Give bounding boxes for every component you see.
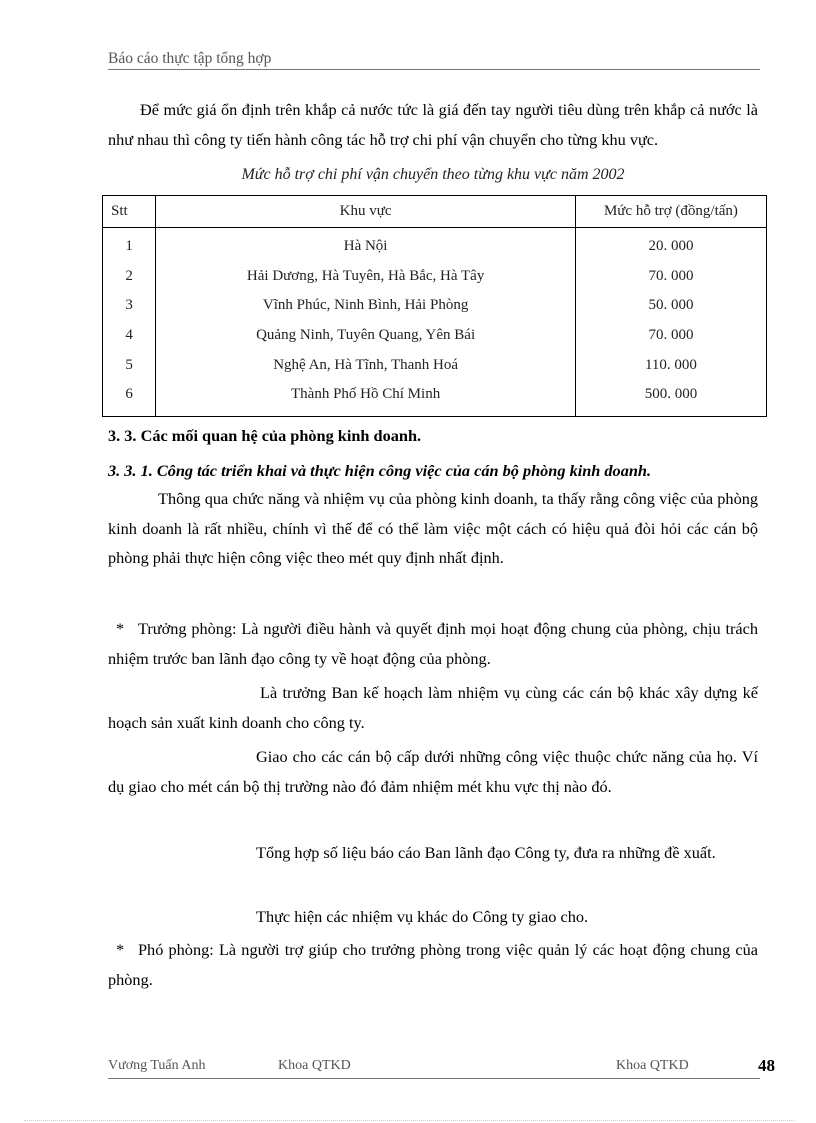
intro-paragraph: Để mức giá ổn định trên khắp cả nước tức là giá đến tay người tiêu dùng trên khắp cả nước là như nhau thì công ty tiến hành công tác hỗ trợ chi phí vận chuyển cho từng khu vực. — [108, 100, 758, 149]
cell-amount: 50. 000 — [575, 291, 766, 321]
paragraph-other-duties: Thực hiện các nhiệm vụ khác do Công ty giao cho. — [256, 907, 589, 926]
paragraph-deputy-head — [108, 935, 758, 994]
table-row — [103, 321, 767, 351]
subsection-heading: 3. 3. 1. Công tác triển khai và thực hiện công việc của cán bộ phòng kinh doanh. — [108, 461, 652, 480]
cell-amount: 70. 000 — [575, 321, 766, 351]
header-amount: Mức hỗ trợ (đồng/tấn) — [575, 196, 766, 228]
cell-amount: 500. 000 — [575, 380, 766, 416]
support-cost-table — [102, 195, 767, 417]
cell-area: Hải Dương, Hà Tuyên, Hà Bắc, Hà Tây — [156, 262, 576, 292]
cell-stt: 5 — [103, 350, 156, 380]
cell-amount: 20. 000 — [575, 228, 766, 262]
cell-stt: 2 — [103, 262, 156, 292]
cell-stt: 1 — [103, 228, 156, 262]
page-footer — [108, 1056, 775, 1079]
table-caption: Mức hỗ trợ chi phí vận chuyển theo từng khu vực năm 2002 — [241, 166, 625, 183]
cell-area: Nghệ An, Hà Tĩnh, Thanh Hoá — [156, 350, 576, 380]
table-row — [103, 291, 767, 321]
cell-stt: 6 — [103, 380, 156, 416]
bullet-star-icon: * — [116, 940, 125, 959]
table-row — [103, 262, 767, 292]
footer-department-left: Khoa QTKD — [278, 1058, 351, 1073]
bullet-star-icon: * — [116, 619, 125, 638]
paragraph-reporting: Tổng hợp số liệu báo cáo Ban lãnh đạo Công ty, đưa ra những đề xuất. — [256, 843, 716, 862]
page-header: Báo cáo thực tập tổng hợp — [108, 50, 760, 70]
paragraph-text: Phó phòng: Là người trợ giúp cho trưởng phòng trong việc quản lý các hoạt động chung của phòng. — [108, 940, 758, 989]
footer-author: Vương Tuấn Anh — [108, 1058, 206, 1073]
cell-amount: 110. 000 — [575, 350, 766, 380]
cell-area: Quảng Ninh, Tuyên Quang, Yên Bái — [156, 321, 576, 351]
header-area: Khu vực — [156, 196, 576, 228]
paragraph-text: Trưởng phòng: Là người điều hành và quyết định mọi hoạt động chung của phòng, chịu trách nhiệm trước ban lãnh đạo công ty về hoạt động của phòng. — [108, 619, 758, 668]
table-header-row — [103, 196, 767, 228]
paragraph-head-of-department — [108, 614, 758, 673]
cell-stt: 4 — [103, 321, 156, 351]
cell-area: Thành Phố Hồ Chí Minh — [156, 380, 576, 416]
section-heading: 3. 3. Các mối quan hệ của phòng kinh doanh. — [108, 426, 422, 445]
page-number: 48 — [758, 1056, 775, 1075]
cell-amount: 70. 000 — [575, 262, 766, 292]
paragraph-overview: Thông qua chức năng và nhiệm vụ của phòng kinh doanh, ta thấy rằng công việc của phòng kinh doanh là rất nhiều, chính vì thế để có thể làm việc một cách có hiệu quả đòi hỏi các cán bộ phòng phải thực hiện công việc theo mét quy định nhất định. — [108, 489, 758, 567]
header-stt: Stt — [103, 196, 156, 228]
table-row — [103, 380, 767, 416]
footer-department-right: Khoa QTKD — [616, 1058, 689, 1073]
page-edge-divider — [24, 1120, 794, 1121]
cell-stt: 3 — [103, 291, 156, 321]
cell-area: Vĩnh Phúc, Ninh Bình, Hải Phòng — [156, 291, 576, 321]
paragraph-planning-role: Là trưởng Ban kế hoạch làm nhiệm vụ cùng các cán bộ khác xây dựng kế hoạch sản xuất kinh doanh cho công ty. — [108, 683, 758, 732]
cell-area: Hà Nội — [156, 228, 576, 262]
paragraph-task-assignment: Giao cho các cán bộ cấp dưới những công việc thuộc chức năng của họ. Ví dụ giao cho mét cán bộ thị trường nào đó đảm nhiệm mét khu vực thị nào đó. — [108, 747, 758, 796]
table-row — [103, 228, 767, 262]
table-row — [103, 350, 767, 380]
